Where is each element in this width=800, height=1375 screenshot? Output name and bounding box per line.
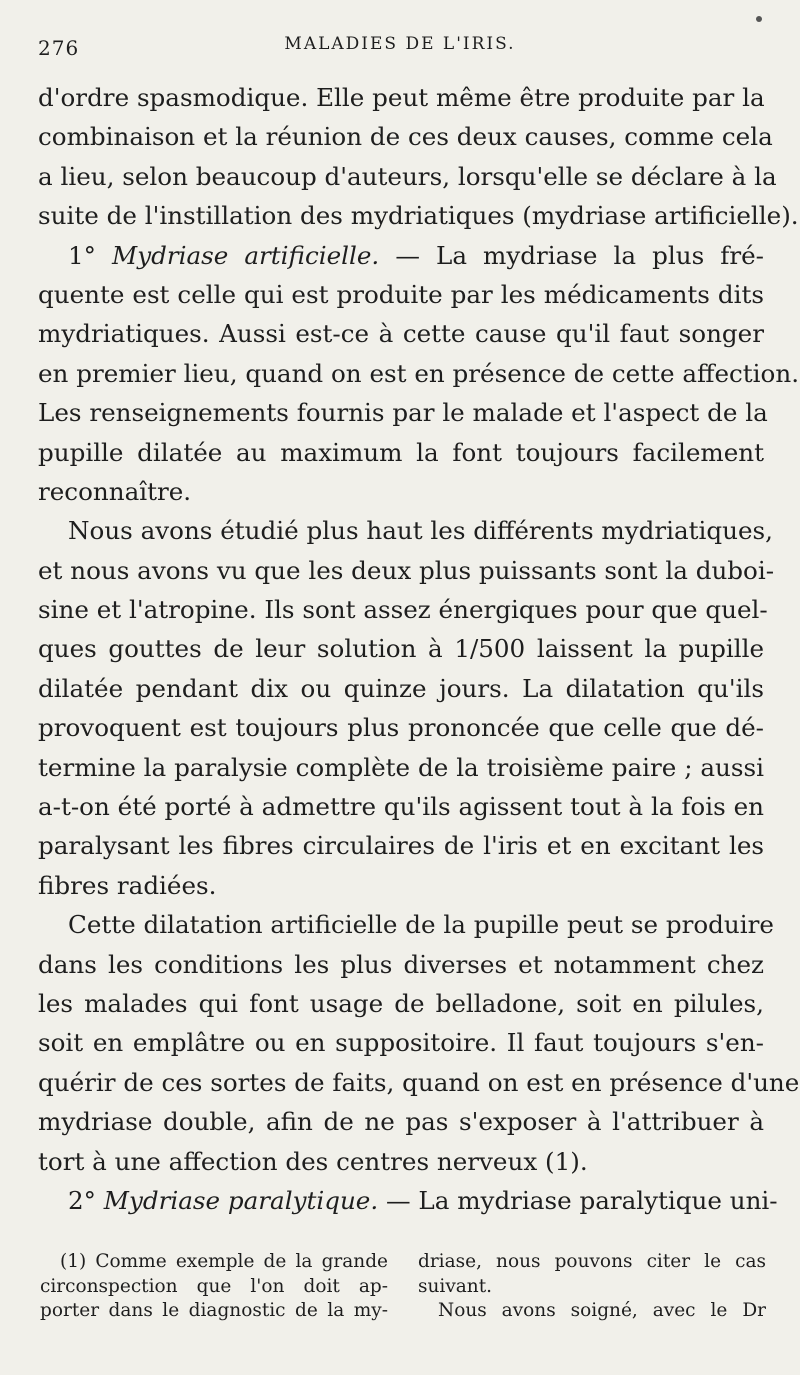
text-line: Cette dilatation artificielle de la pupille peut se produire [68, 910, 774, 940]
footnote-column-right [418, 1250, 766, 1324]
section-heading-line [38, 236, 764, 275]
main-text [38, 78, 800, 1220]
ink-spot [756, 16, 762, 22]
page-number: 276 [38, 36, 80, 60]
text-line: paralysant les fibres circulaires de l'iris et en excitant les [38, 831, 764, 861]
text-line: termine la paralysie complète de la troisième paire ; aussi [38, 752, 764, 782]
text-line: pupille dilatée au maximum la font toujours facilement [38, 437, 764, 467]
text-line: et nous avons vu que les deux plus puissants sont la duboi- [38, 555, 775, 585]
text-line: Les renseignements fournis par le malade et l'aspect de la [38, 398, 768, 428]
section-title: Mydriase paralytique. [103, 1185, 379, 1215]
text-line: dilatée pendant dix ou quinze jours. La dilatation qu'ils [38, 673, 764, 703]
text-line: a-t-on été porté à admettre qu'ils agissent tout à la fois en [38, 792, 764, 822]
section-number: 2° [68, 1185, 96, 1215]
text-line: tort à une affection des centres nerveux (1). [38, 1146, 588, 1176]
text-line: suite de l'instillation des mydriatiques (mydriase artificielle). [38, 201, 799, 231]
text-line: combinaison et la réunion de ces deux causes, comme cela [38, 122, 773, 152]
section-number: 1° [68, 240, 96, 270]
footnote-column-left [40, 1250, 388, 1324]
section-heading-line [38, 1181, 778, 1220]
text-line: quente est celle qui est produite par les médicaments dits [38, 279, 764, 309]
text-line: a lieu, selon beaucoup d'auteurs, lorsqu'elle se déclare à la [38, 161, 777, 191]
text-line: soit en emplâtre ou en suppositoire. Il faut toujours s'en- [38, 1028, 764, 1058]
footnote-line: suivant. [418, 1275, 493, 1297]
footnote-line: driase, nous pouvons citer le cas [418, 1251, 766, 1272]
text-line: mydriase double, afin de ne pas s'exposer à l'attribuer à [38, 1107, 764, 1137]
text-line: quérir de ces sortes de faits, quand on est en présence d'une [38, 1067, 800, 1097]
text-line: sine et l'atropine. Ils sont assez énergiques pour que quel- [38, 595, 768, 625]
text-line: fibres radiées. [38, 870, 217, 900]
text-line: en premier lieu, quand on est en présence de cette affection. [38, 358, 800, 388]
footnote-line: circonspection que l'on doit ap- [40, 1275, 388, 1297]
section-lead: — La mydriase la plus fré- [395, 240, 764, 270]
text-line: ques gouttes de leur solution à 1/500 laissent la pupille [38, 634, 764, 664]
footnote-line: (1) Comme exemple de la grande [60, 1251, 388, 1272]
text-line: d'ordre spasmodique. Elle peut même être produite par la [38, 83, 765, 112]
text-line: les malades qui font usage de belladone, soit en pilules, [38, 988, 764, 1018]
footnote-line: Nous avons soigné, avec le Dr [438, 1300, 766, 1321]
text-line: mydriatiques. Aussi est-ce à cette cause qu'il faut songer [38, 319, 764, 349]
text-line: dans les conditions les plus diverses et notamment chez [38, 949, 764, 979]
page-header [38, 30, 762, 60]
text-line: provoquent est toujours plus prononcée que celle que dé- [38, 713, 764, 743]
footnote-line: porter dans le diagnostic de la my- [40, 1300, 388, 1321]
section-lead: — La mydriase paralytique uni- [386, 1185, 778, 1215]
footnotes [40, 1250, 766, 1340]
text-line: Nous avons étudié plus haut les différents mydriatiques, [68, 516, 773, 546]
text-line: reconnaître. [38, 476, 192, 506]
running-title: MALADIES DE L'IRIS. [284, 34, 516, 54]
section-title: Mydriase artificielle. [112, 240, 380, 270]
